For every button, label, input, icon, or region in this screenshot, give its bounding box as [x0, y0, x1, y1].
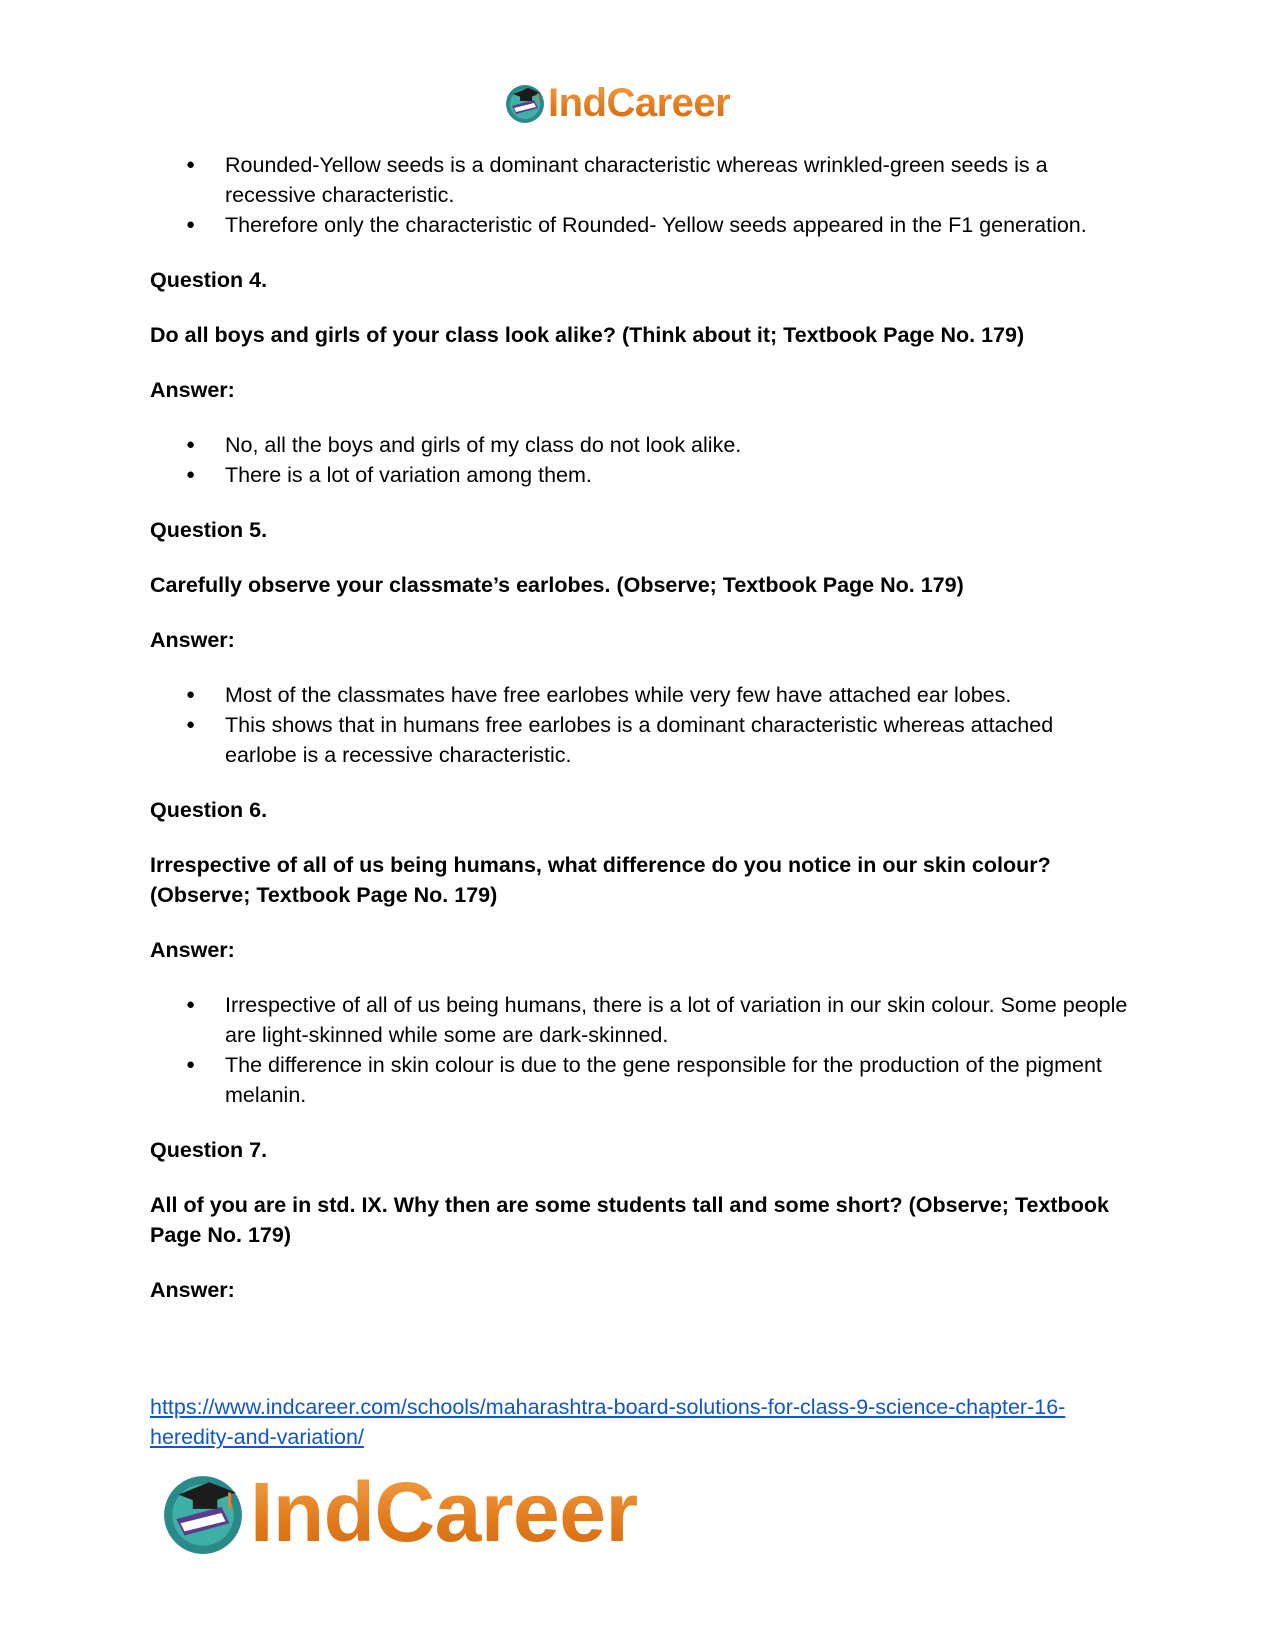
graduation-cap-book-icon: [160, 1470, 246, 1556]
answer-4-label: Answer:: [150, 378, 235, 402]
question-7-text: All of you are in std. IX. Why then are some students tall and some short? (Observe; Textbook Page No. 179): [150, 1193, 1109, 1247]
question-4-label: Question 4.: [150, 268, 268, 292]
answer-5-bullet-list: [150, 680, 1130, 770]
logo-wordmark: IndCareer: [250, 1465, 638, 1559]
logo-wordmark: IndCareer: [548, 81, 731, 125]
source-url-link[interactable]: https://www.indcareer.com/schools/maharashtra-board-solutions-for-class-9-science-chapter-16-heredity-and-variation/: [150, 1395, 1066, 1449]
list-item: ● No, all the boys and girls of my class do not look alike.: [150, 430, 1130, 460]
list-item: ● Rounded-Yellow seeds is a dominant characteristic whereas wrinkled-green seeds is a recessive characteristic.: [150, 150, 1130, 210]
answer-4-bullet-list: [150, 430, 1130, 490]
document-body: [150, 150, 1130, 1305]
question-5-label: Question 5.: [150, 518, 268, 542]
footer-logo: [160, 1465, 638, 1560]
answer-5-label: Answer:: [150, 628, 235, 652]
question-7-label: Question 7.: [150, 1138, 268, 1162]
question-6-label: Question 6.: [150, 798, 268, 822]
answer-6-bullet-list: [150, 990, 1130, 1110]
answer-6-label: Answer:: [150, 938, 235, 962]
list-item: ● This shows that in humans free earlobes is a dominant characteristic whereas attached earlobe is a recessive characteristic.: [150, 710, 1130, 770]
list-item: ● The difference in skin colour is due to the gene responsible for the production of the pigment melanin.: [150, 1050, 1130, 1110]
header-logo: [504, 80, 730, 126]
list-item: ● Most of the classmates have free earlobes while very few have attached ear lobes.: [150, 680, 1130, 710]
list-item: ● Irrespective of all of us being humans, there is a lot of variation in our skin colour. Some people are light-skinned while some are dark-skinned.: [150, 990, 1130, 1050]
list-item: ● Therefore only the characteristic of Rounded- Yellow seeds appeared in the F1 generation.: [150, 210, 1130, 240]
question-6-text: Irrespective of all of us being humans, what difference do you notice in our skin colour? (Observe; Textbook Page No. 179): [150, 853, 1051, 907]
question-4-text: Do all boys and girls of your class look alike? (Think about it; Textbook Page No. 179): [150, 323, 1025, 347]
answer-7-label: Answer:: [150, 1278, 235, 1302]
graduation-cap-book-icon: [504, 82, 546, 124]
intro-bullet-list: [150, 150, 1130, 240]
list-item: ● There is a lot of variation among them.: [150, 460, 1130, 490]
question-5-text: Carefully observe your classmate’s earlobes. (Observe; Textbook Page No. 179): [150, 573, 964, 597]
